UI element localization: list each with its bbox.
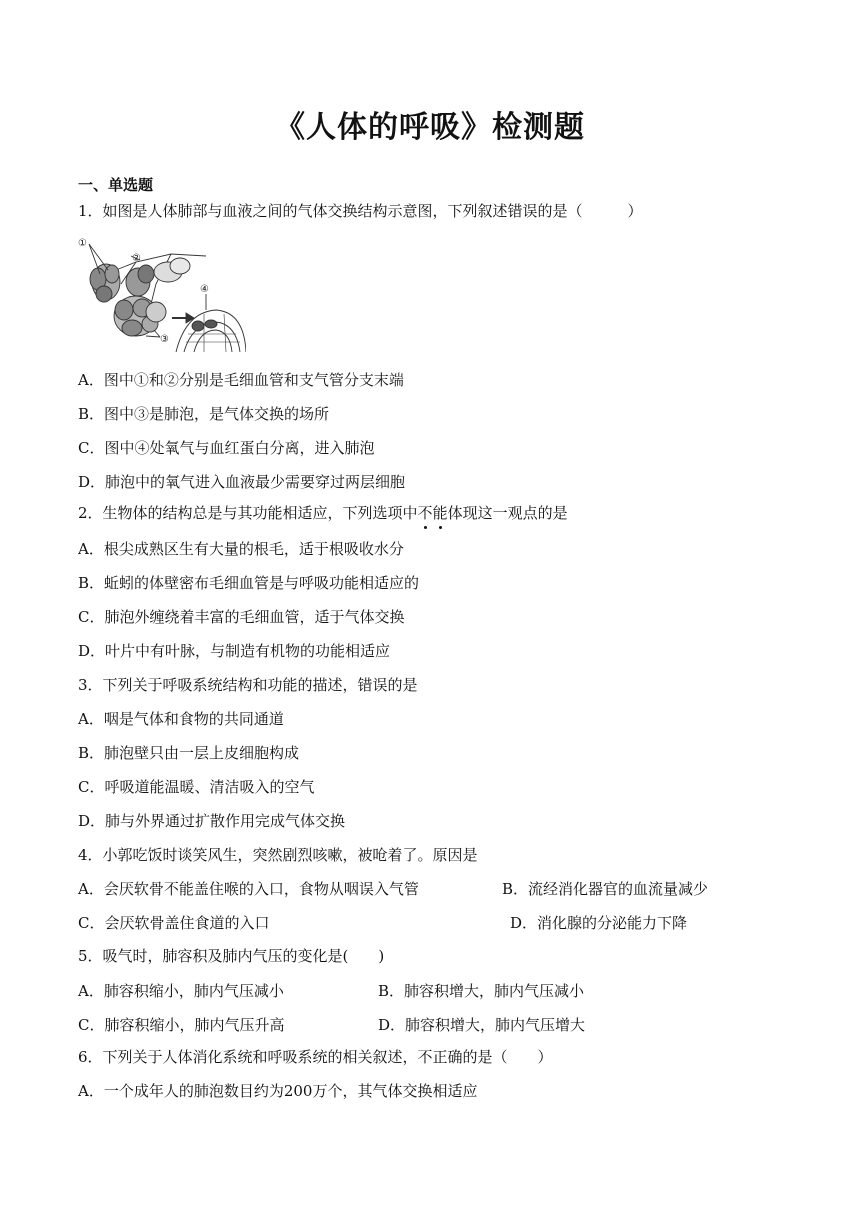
figure-label-1: ① <box>78 238 87 249</box>
q3-option-b: B．肺泡壁只由一层上皮细胞构成 <box>78 744 300 762</box>
q2-option-d: D．叶片中有叶脉，与制造有机物的功能相适应 <box>78 642 391 660</box>
q4-option-c: C．会厌软骨盖住食道的入口 <box>78 914 270 932</box>
q6-stem: 6．下列关于人体消化系统和呼吸系统的相关叙述，不正确的是（ ） <box>78 1048 553 1066</box>
q2-option-b: B．蚯蚓的体壁密布毛细血管是与呼吸功能相适应的 <box>78 574 420 592</box>
section-heading: 一、单选题 <box>78 176 154 194</box>
q5-option-c: C．肺容积缩小，肺内气压升高 <box>78 1016 285 1034</box>
q5-stem: 5．吸气时，肺容积及肺内气压的变化是( ) <box>78 947 385 965</box>
q4-option-a: A．会厌软骨不能盖住喉的入口，食物从咽误入气管 <box>78 880 419 898</box>
q2-emphasis-2: 能 <box>432 504 448 522</box>
q3-option-c: C．呼吸道能温暖、清洁吸入的空气 <box>78 778 315 796</box>
q2-option-a: A．根尖成熟区生有大量的根毛，适于根吸收水分 <box>78 540 404 558</box>
q3-option-a: A．咽是气体和食物的共同通道 <box>78 710 284 728</box>
q4-stem: 4．小郭吃饭时谈笑风生，突然剧烈咳嗽，被呛着了。原因是 <box>78 846 478 864</box>
q5-option-d: D．肺容积增大，肺内气压增大 <box>378 1016 586 1034</box>
q2-option-c: C．肺泡外缠绕着丰富的毛细血管，适于气体交换 <box>78 608 405 626</box>
q3-stem: 3．下列关于呼吸系统结构和功能的描述，错误的是 <box>78 676 418 694</box>
q4-option-d: D．消化腺的分泌能力下降 <box>510 914 688 932</box>
q1-option-d: D．肺泡中的氧气进入血液最少需要穿过两层细胞 <box>78 473 406 491</box>
q2-stem <box>78 503 568 523</box>
figure-label-4: ④ <box>200 284 209 295</box>
figure-label-3: ③ <box>160 334 169 345</box>
q1-option-a: A．图中①和②分别是毛细血管和支气管分支末端 <box>78 371 404 389</box>
q5-option-b: B．肺容积增大，肺内气压减小 <box>378 982 585 1000</box>
figure-label-2: ② <box>132 253 141 264</box>
q2-stem-post: 体现这一观点的是 <box>447 504 568 522</box>
q4-option-b: B．流经消化器官的血流量减少 <box>502 880 709 898</box>
q2-stem-pre: 2．生物体的结构总是与其功能相适应，下列选项中 <box>78 504 418 522</box>
q2-emphasis-1: 不 <box>417 504 433 522</box>
q1-stem: 1．如图是人体肺部与血液之间的气体交换结构示意图，下列叙述错误的是（ ） <box>78 202 643 220</box>
q1-option-c: C．图中④处氧气与血红蛋白分离，进入肺泡 <box>78 439 375 457</box>
q3-option-d: D．肺与外界通过扩散作用完成气体交换 <box>78 812 346 830</box>
q1-option-b: B．图中③是肺泡，是气体交换的场所 <box>78 405 330 423</box>
q5-option-a: A．肺容积缩小，肺内气压减小 <box>78 982 284 1000</box>
q6-option-a: A．一个成年人的肺泡数目约为200万个，其气体交换相适应 <box>78 1082 478 1100</box>
lung-alveoli-figure <box>76 234 246 356</box>
page-title: 《人体的呼吸》检测题 <box>275 110 585 145</box>
